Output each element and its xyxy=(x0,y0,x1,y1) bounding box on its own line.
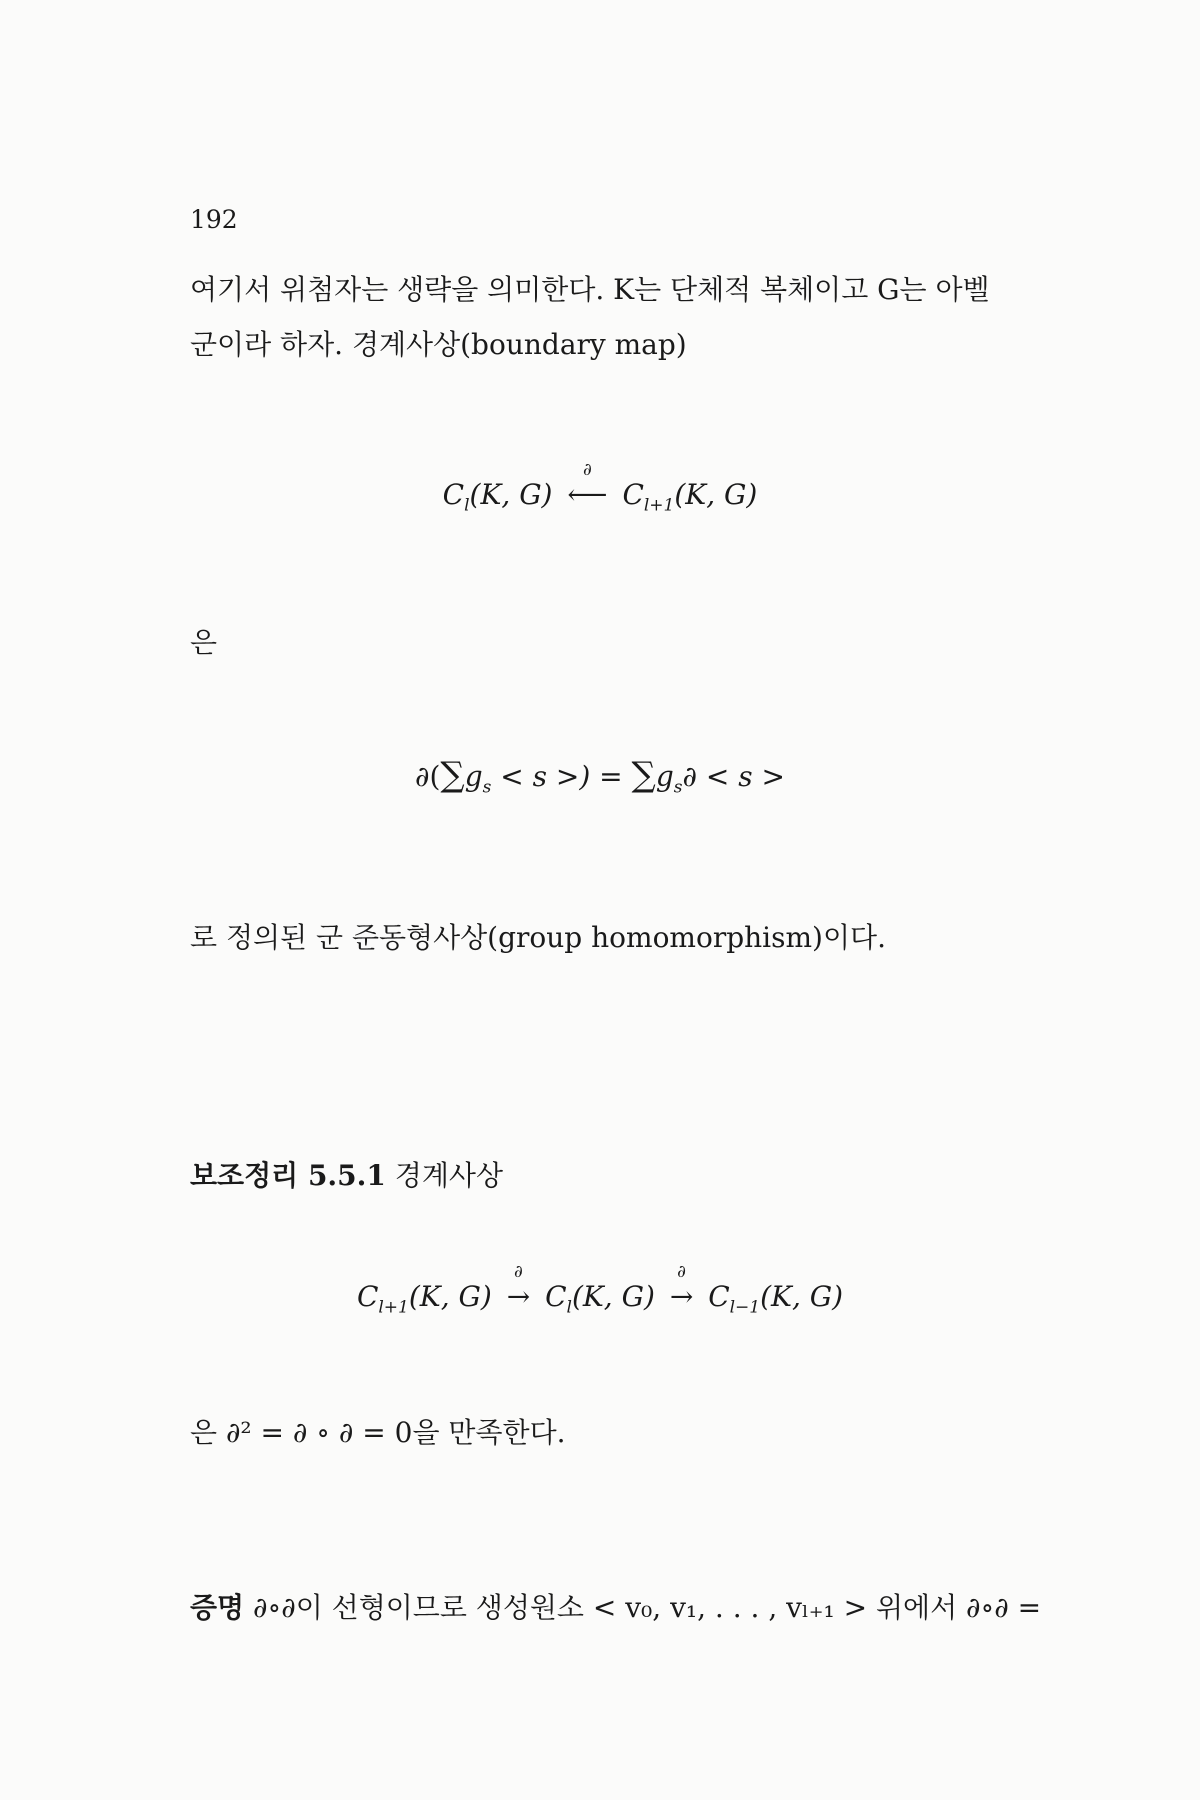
eq3-t2-args: (K, G) xyxy=(571,1280,655,1313)
eq2-rhs-tail: ∂ < s > xyxy=(682,760,785,793)
eq3-t3: C xyxy=(708,1280,730,1313)
lemma-heading: 보조정리 5.5.1 xyxy=(190,1159,386,1192)
word-eun: 은 xyxy=(190,626,218,659)
eq1-arrow-label: ∂ xyxy=(583,460,592,480)
lemma-title: 경계사상 xyxy=(394,1159,503,1192)
eq1-left-args: (K, G) xyxy=(469,478,553,511)
eq3-arrow-2 xyxy=(669,1262,694,1313)
eq2-rhs: g xyxy=(655,760,674,793)
eq2-lhs-mid: < s >) = xyxy=(491,760,632,793)
proof-text: ∂∘∂이 선형이므로 생성원소 < v₀, v₁, . . . , vₗ₊₁ > 위에서 ∂∘∂ = xyxy=(253,1591,1042,1624)
proof-line xyxy=(190,1580,1080,1635)
proof-heading: 증명 xyxy=(190,1591,245,1624)
eq1-right: C xyxy=(622,478,644,511)
eq3-t1-args: (K, G) xyxy=(408,1280,492,1313)
eq3-t3-sub: l−1 xyxy=(729,1297,761,1318)
page-number: 192 xyxy=(190,205,238,234)
eq3-t2-sub: l xyxy=(566,1297,572,1318)
eq3-t1-sub: l+1 xyxy=(378,1297,409,1318)
eq2-gs-sub: s xyxy=(482,777,492,798)
lemma-line xyxy=(190,1148,1080,1203)
eq1-left: C xyxy=(442,478,465,511)
eq3-arrow-2-glyph: → xyxy=(669,1280,694,1313)
eq1-arrow-glyph: ⟵ xyxy=(567,478,608,511)
eq1-arrow xyxy=(567,460,608,511)
eq3-arrow-2-label: ∂ xyxy=(677,1262,686,1282)
eq2-rhs-sum: ∑ xyxy=(631,755,656,795)
eq2-gs: g xyxy=(464,760,483,793)
intro-line-2: 군이라 하자. 경계사상(boundary map) xyxy=(190,328,687,361)
intro-line-1: 여기서 위첨자는 생략을 의미한다. K는 단체적 복체이고 G는 아벨 xyxy=(190,273,990,306)
eq3-t2: C xyxy=(545,1280,567,1313)
eq2-rhs-sub: s xyxy=(673,777,683,798)
eq3-arrow-1-glyph: → xyxy=(506,1280,531,1313)
paragraph-homomorphism: 로 정의된 군 준동형사상(group homomorphism)이다. xyxy=(190,921,886,954)
equation-boundary-map xyxy=(0,460,1200,516)
equation-boundary-definition xyxy=(0,755,1200,798)
eq3-arrow-1-label: ∂ xyxy=(514,1262,523,1282)
eq1-right-args: (K, G) xyxy=(674,478,758,511)
paragraph-boundary-squared: 은 ∂² = ∂ ∘ ∂ = 0을 만족한다. xyxy=(190,1416,566,1449)
eq2-sum: ∑ xyxy=(440,755,465,795)
eq2-lhs-open: ∂( xyxy=(415,760,441,793)
paragraph-intro xyxy=(190,262,1080,372)
eq3-arrow-1 xyxy=(506,1262,531,1313)
eq3-t3-args: (K, G) xyxy=(760,1280,844,1313)
equation-chain xyxy=(0,1262,1200,1318)
eq1-right-sub: l+1 xyxy=(643,495,675,516)
eq3-t1: C xyxy=(356,1280,379,1313)
eq1-left-sub: l xyxy=(464,495,470,516)
